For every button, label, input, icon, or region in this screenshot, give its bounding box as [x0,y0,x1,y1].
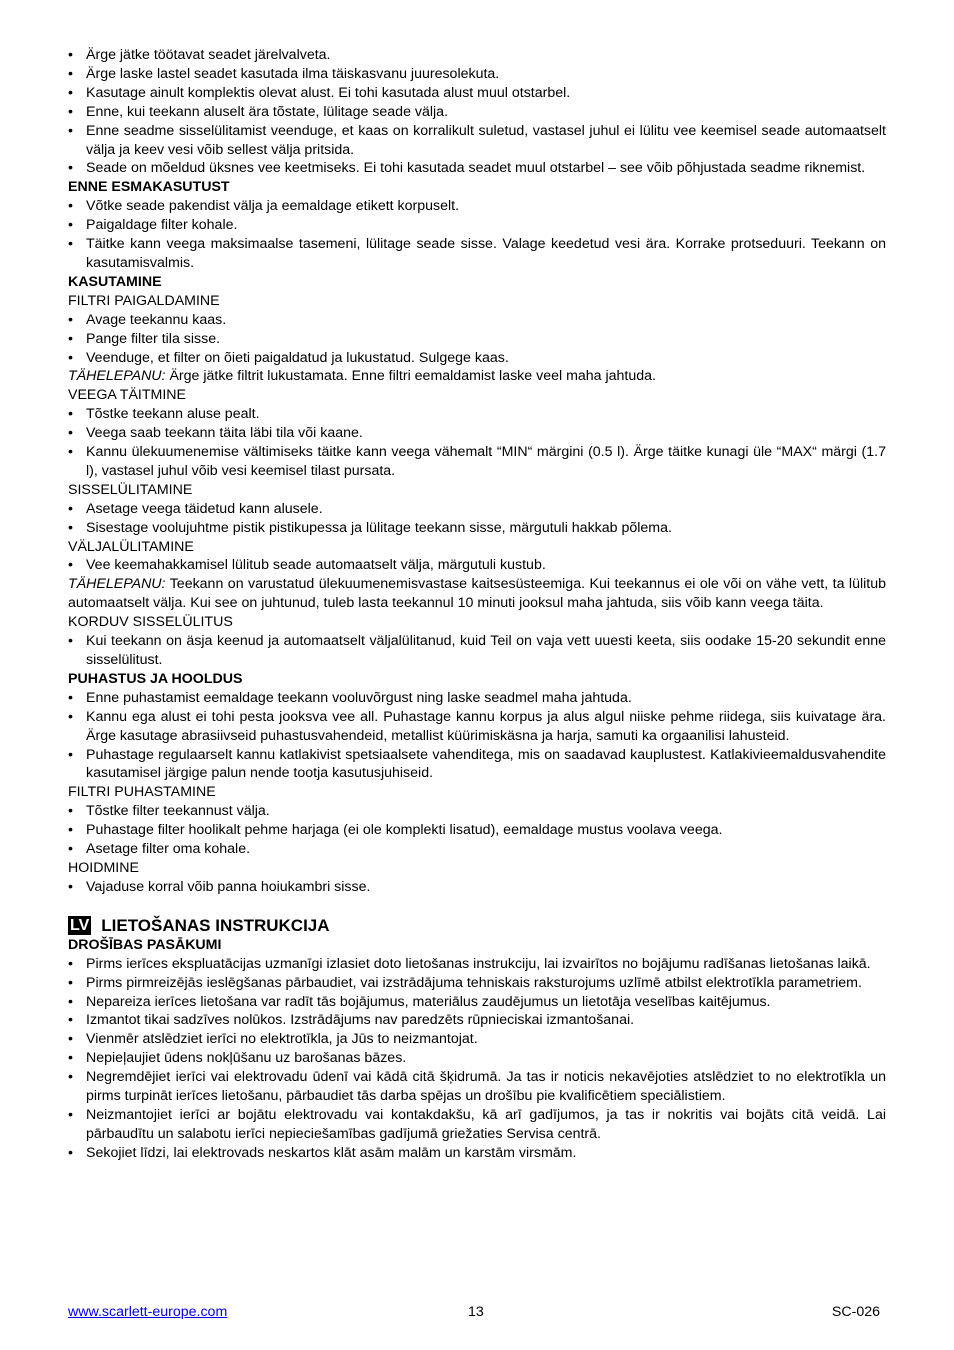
switch-off-list [68,556,886,575]
list-item: • Sisestage voolujuhtme pistik pistikupessa ja lülitage teekann sisse, märgutuli hakkab põlema. [68,519,886,538]
list-item: • Tõstke teekann aluse pealt. [68,405,886,424]
note-text: Ärge jätke filtrit lukustamata. Enne filtri eemaldamist laske veel maha jahtuda. [165,368,656,385]
list-item: • Asetage veega täidetud kann alusele. [68,500,886,519]
language-badge: LV [70,916,90,934]
subheading-repeat: KORDUV SISSELÜLITUS [68,614,233,631]
list-item: • Kannu ega alust ei tohi pesta jooksva vee all. Puhastage kannu korpus ja alus algul niiske pehme riidega, siis kuivatage ära. Ärge kasutage abrasiivseid puhastusvahendeid, metallist küürimiskäsna ja harja, samuti ka orgaanilisi lahusteid. [68,708,886,746]
list-item: • Enne, kui teekann aluselt ära tõstate, lülitage seade välja. [68,103,886,122]
list-item: • Tõstke filter teekannust välja. [68,802,886,821]
note-filter [68,367,886,386]
list-item: • Avage teekannu kaas. [68,311,886,330]
list-item: • Veenduge, et filter on õieti paigaldatud ja lukustatud. Sulgege kaas. [68,349,886,368]
page-number: 13 [468,1304,484,1320]
list-item: • Vee keemahakkamisel lülitub seade automaatselt välja, märgutuli kustub. [68,556,886,575]
storage-list [68,878,886,897]
list-item: • Võtke seade pakendist välja ja eemaldage etikett korpuselt. [68,197,886,216]
list-item: • Negremdējiet ierīci vai elektrovadu ūdenī vai kādā citā šķidrumā. Ja tas ir noticis nekavējoties atslēdziet to no elektrotīkla un pirms turpināt ierīces lietošanu, pārbaudiet tās darba spējas un drošību pie kvalificētiem speciālistiem. [68,1068,886,1106]
list-item: • Neizmantojiet ierīci ar bojātu elektrovadu vai kontakdakšu, kā arī gadījumos, ja tas ir nokritis vai bojāts citā veidā. Lai pārbaudītu un salabotu ierīci nepieciešamības gadījumā griežaties Servisa centrā. [68,1106,886,1144]
list-item: • Sekojiet līdzi, lai elektrovads neskartos klāt asām malām un karstām virsmām. [68,1144,886,1163]
list-item: • Pirms pirmreizējās ieslēgšanas pārbaudiet, vai izstrādājuma tehniskais raksturojums uzlīmē atbilst elektrotīkla parametriem. [68,974,886,993]
safety-list [68,955,886,1163]
lv-section-title [68,915,886,936]
model-number: SC-026 [831,1304,880,1320]
list-item: • Pange filter tila sisse. [68,330,886,349]
subheading-filling: VEEGA TÄITMINE [68,387,186,404]
list-item: • Pirms ierīces ekspluatācijas uzmanīgi izlasiet doto lietošanas instrukciju, lai izvairītos no bojājumu radīšanas lietošanas laikā. [68,955,886,974]
note-label: TÄHELEPANU: [68,576,166,593]
manual-page [68,46,886,1163]
filter-install-list [68,311,886,368]
list-item: • Seade on mõeldud üksnes vee keetmiseks. Ei tohi kasutada seadet muul otstarbel – see võib põhjustada seadme riknemist. [68,159,886,178]
switch-on-list [68,500,886,538]
section-heading-before-first-use: ENNE ESMAKASUTUST [68,179,230,196]
list-item: • Puhastage filter hoolikalt pehme harjaga (ei ole komplekti lisatud), eemaldage mustus voolava veega. [68,821,886,840]
list-item: • Asetage filter oma kohale. [68,840,886,859]
subheading-filter-clean: FILTRI PUHASTAMINE [68,784,216,801]
list-item: • Vajaduse korral võib panna hoiukambri sisse. [68,878,886,897]
section-heading-cleaning: PUHASTUS JA HOOLDUS [68,670,243,687]
list-item: • Täitke kann veega maksimaalse tasemeni, lülitage seade sisse. Valage keedetud vesi ära. Korrake protseduuri. Teekann on kasutamisvalmis. [68,235,886,273]
subheading-storage: HOIDMINE [68,859,139,876]
note-overheat [68,575,886,613]
list-item: • Kasutage ainult komplektis olevat alust. Ei tohi kasutada alust muul otstarbel. [68,84,886,103]
note-text: Teekann on varustatud ülekuumenemisvastase kaitsesüsteemiga. Kui teekannus ei ole või on vähe vett, ta lülitub automaatselt välja. Kui see on juhtunud, tuleb lasta teekannul 10 minuti jooksul maha jahtuda, siis võib kann veega täita. [68,576,886,612]
list-item: • Ärge jätke töötavat seadet järelvalveta. [68,46,886,65]
list-item: • Enne puhastamist eemaldage teekann vooluvõrgust ning laske seadmel maha jahtuda. [68,689,886,708]
list-item: • Paigaldage filter kohale. [68,216,886,235]
note-label: TÄHELEPANU: [68,368,166,385]
et-top-list [68,46,886,178]
list-item: • Izmantot tikai sadzīves nolūkos. Izstrādājums nav paredzēts rūpnieciskai izmantošanai. [68,1011,886,1030]
list-item: • Enne seadme sisselülitamist veenduge, et kaas on korralikult suletud, vastasel juhul ei lülitu vee keemisel seade automaatselt välja ja keev vesi võib sellest välja pritsida. [68,122,886,160]
cleaning-list [68,689,886,784]
list-item: • Kannu ülekuumenemise vältimiseks täitke kann veega vähemalt “MIN“ märgini (0.5 l). Ärge täitke kunagi üle “MAX“ märgi (1.7 l), vastasel juhul võib vesi keemisel tilast pursata. [68,443,886,481]
before-first-use-list [68,197,886,273]
filter-clean-list [68,802,886,859]
lv-title: LIETOŠANAS INSTRUKCIJA [101,915,330,935]
subheading-switch-off: VÄLJALÜLITAMINE [68,538,194,555]
subheading-switch-on: SISSELÜLITAMINE [68,481,193,498]
list-item: • Kui teekann on äsja keenud ja automaatselt väljalülitanud, kuid Teil on vaja vett uuesti keeta, siis oodake 15-20 sekundit enne sisselülitust. [68,632,886,670]
list-item: • Nepareiza ierīces lietošana var radīt tās bojājumus, materiālus zaudējumus un lietotāja veselības kaitējumus. [68,993,886,1012]
list-item: • Ärge laske lastel seadet kasutada ilma täiskasvanu juuresolekuta. [68,65,886,84]
list-item: • Vienmēr atslēdziet ierīci no elektrotīkla, ja Jūs to neizmantojat. [68,1030,886,1049]
section-heading-usage: KASUTAMINE [68,273,162,290]
filling-list [68,405,886,481]
list-item: • Nepieļaujiet ūdens nokļūšanu uz barošanas bāzes. [68,1049,886,1068]
list-item: • Puhastage regulaarselt kannu katlakivist spetsiaalsete vahenditega, mis on saadavad kauplustest. Katlakivieemaldusvahendite kasutamisel järgige palun nende tootja kasutusjuhiseid. [68,746,886,784]
subheading-filter-install: FILTRI PAIGALDAMINE [68,292,220,309]
repeat-list [68,632,886,670]
website-link[interactable]: www.scarlett-europe.com [68,1304,228,1320]
section-heading-safety: DROŠĪBAS PASĀKUMI [68,936,222,953]
list-item: • Veega saab teekann täita läbi tila või kaane. [68,424,886,443]
